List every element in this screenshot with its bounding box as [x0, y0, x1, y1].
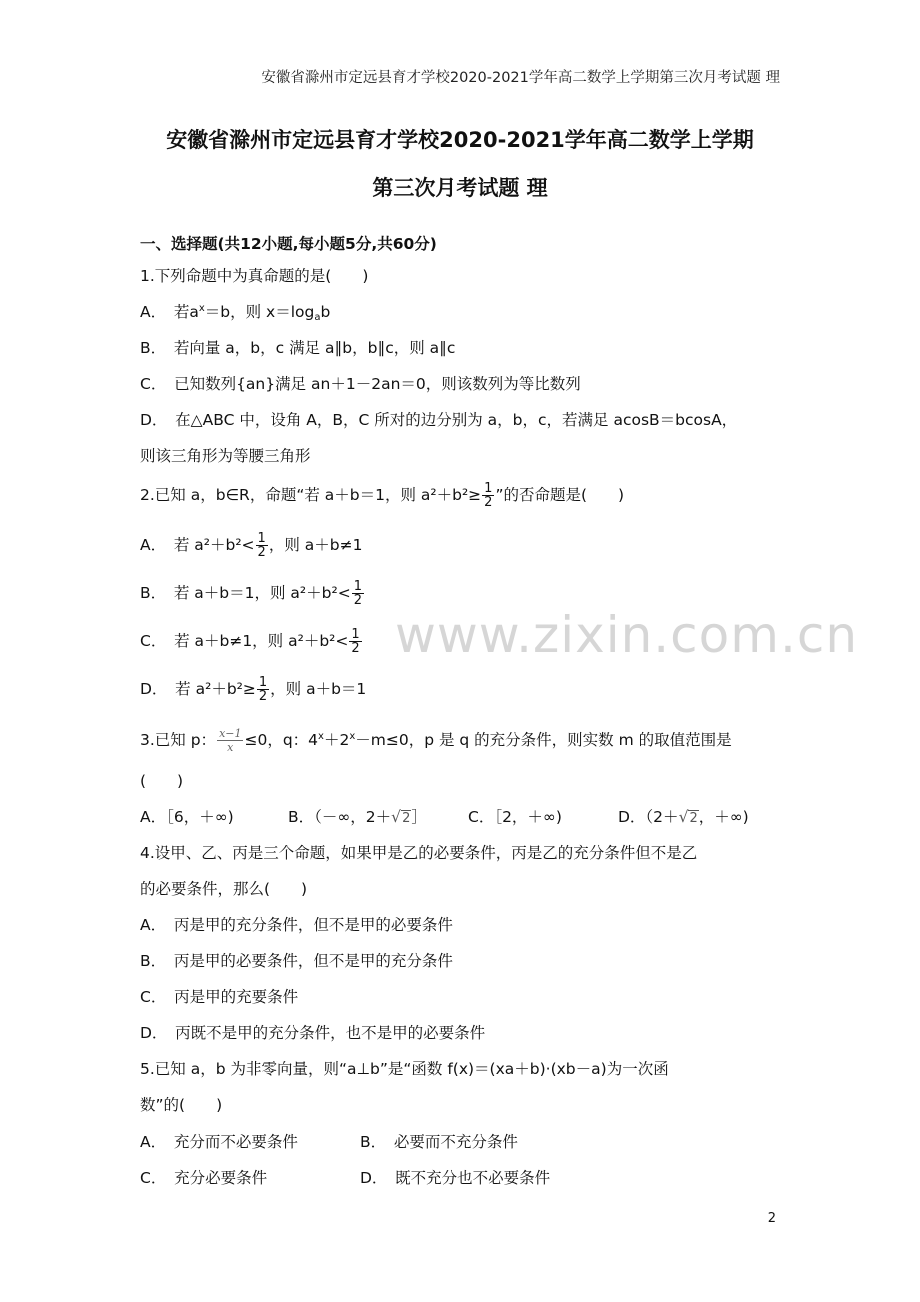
q5-option-d: D． 既不充分也不必要条件 [360, 1169, 551, 1187]
page-number: 2 [767, 1211, 776, 1226]
fraction-one-half: $\frac{1}{2}$ [351, 627, 360, 656]
q4-option-c: C． 丙是甲的充要条件 [140, 988, 299, 1006]
fraction-one-half: $\frac{1}{2}$ [257, 531, 266, 560]
q2-stem: 2.已知 a，b∈R，命题“若 a＋b＝1，则 a²＋b²≥ $\frac{1}{2}$ ”的否命题是( ) [140, 481, 625, 510]
q3-stem: 3.已知 p： $\frac{x-1}{x}$ ≤0，q：$4^x+2^x-m\le 0$，p 是 q 的充分条件，则实数 m 的取值范围是 [140, 727, 732, 754]
q3-option-a: A．［6，＋∞) [140, 808, 234, 826]
q2-option-b: B． 若 a＋b＝1，则 a²＋b²< $\frac{1}{2}$ [140, 579, 362, 608]
q2-option-c: C． 若 a＋b≠1，则 a²＋b²< $\frac{1}{2}$ [140, 627, 360, 656]
q3-option-c: C．［2，＋∞) [468, 808, 562, 826]
q4-stem-cont: 的必要条件，那么( ) [140, 880, 308, 898]
fraction-x-minus-1-over-x: $\frac{x-1}{x}$ [219, 727, 242, 754]
q3-stem-paren: ( ) [140, 772, 184, 790]
q1-option-d: D． 在△ABC 中，设角 A，B，C 所对的边分别为 a，b，c，若满足 acosB＝bcosA， [140, 411, 738, 429]
fraction-one-half: $\frac{1}{2}$ [484, 481, 493, 510]
q3-options [140, 806, 234, 828]
q5-option-a: A． 充分而不必要条件 [140, 1133, 298, 1151]
running-header: 安徽省滁州市定远县育才学校2020-2021学年高二数学上学期第三次月考试题 理 [261, 70, 780, 86]
q5-option-c: C． 充分必要条件 [140, 1169, 268, 1187]
q4-option-d: D． 丙既不是甲的充分条件，也不是甲的必要条件 [140, 1024, 486, 1042]
section-heading: 一、选择题(共12小题,每小题5分,共60分) [140, 235, 437, 253]
q5-option-b: B． 必要而不充分条件 [360, 1133, 518, 1151]
q2-option-a: A． 若 a²＋b²< $\frac{1}{2}$ ，则 a＋b≠1 [140, 531, 363, 560]
q1-option-d-cont: 则该三角形为等腰三角形 [140, 447, 311, 465]
q1-option-a: A． 若$a^x=b$，则 $x=\log_ab$ [140, 303, 331, 323]
sqrt-2: √2 [678, 808, 698, 826]
watermark: www.zixin.com.cn [395, 606, 859, 664]
document-title-line1: 安徽省滁州市定远县育才学校2020-2021学年高二数学上学期 [166, 128, 754, 152]
document-title-line2: 第三次月考试题 理 [372, 176, 548, 200]
q4-option-a: A． 丙是甲的充分条件，但不是甲的必要条件 [140, 916, 453, 934]
q3-option-d: D．（2＋√2，＋∞) [618, 806, 749, 830]
q4-stem: 4.设甲、乙、丙是三个命题，如果甲是乙的必要条件，丙是乙的充分条件但不是乙 [140, 844, 698, 862]
q1-stem: 1.下列命题中为真命题的是( ) [140, 267, 369, 285]
q2-option-d: D． 若 a²＋b²≥ $\frac{1}{2}$ ，则 a＋b＝1 [140, 675, 367, 704]
q4-option-b: B． 丙是甲的必要条件，但不是甲的充分条件 [140, 952, 453, 970]
q1-option-c: C． 已知数列{an}满足 an＋1－2an＝0，则该数列为等比数列 [140, 375, 581, 393]
sqrt-2: √2 [391, 808, 411, 826]
q3-option-b: B．（－∞，2＋√2］ [288, 806, 427, 830]
q5-stem-cont: 数”的( ) [140, 1096, 223, 1114]
fraction-one-half: $\frac{1}{2}$ [353, 579, 362, 608]
q5-stem: 5.已知 a，b 为非零向量，则“a⊥b”是“函数 f(x)＝(xa＋b)·(xb－a)为一次函 [140, 1060, 669, 1078]
q1-option-b: B． 若向量 a，b，c 满足 a∥b，b∥c，则 a∥c [140, 339, 456, 357]
fraction-one-half: $\frac{1}{2}$ [258, 675, 268, 704]
